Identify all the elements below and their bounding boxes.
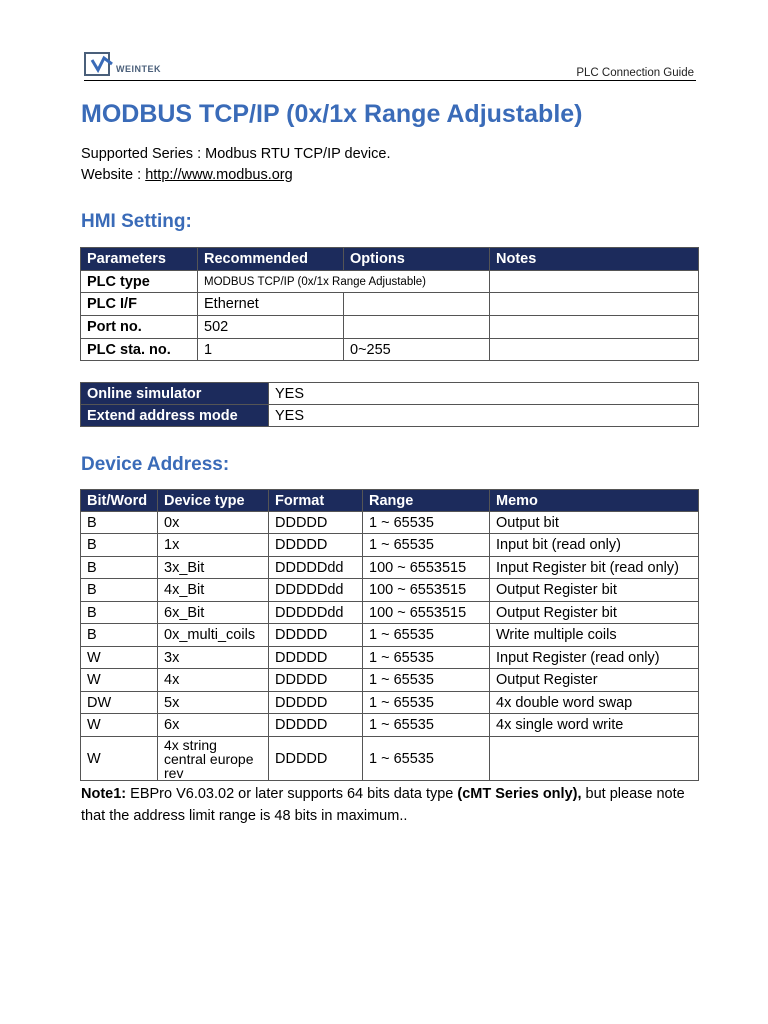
table-cell: DDDDD: [269, 692, 363, 714]
table-cell: DDDDD: [269, 512, 363, 534]
table-row: [81, 405, 699, 427]
table-cell: DDDDDdd: [269, 602, 363, 624]
weintek-logo: [84, 52, 161, 78]
device-header-cell: Range: [363, 490, 490, 512]
table-cell: 1 ~ 65535: [363, 692, 490, 714]
table-row: [81, 579, 699, 602]
page-header: [84, 52, 696, 82]
table-cell: 1 ~ 65535: [363, 669, 490, 692]
table-cell: 6x: [158, 714, 269, 737]
table-cell: Online simulator: [81, 383, 269, 405]
table-cell: 100 ~ 6553515: [363, 602, 490, 624]
table-row: [81, 647, 699, 669]
table-cell: 502: [198, 316, 344, 339]
device-heading: Device Address:: [81, 454, 230, 475]
table-cell: PLC type: [81, 271, 198, 293]
table-cell: DDDDDdd: [269, 579, 363, 602]
table-cell: B: [81, 512, 158, 534]
table-row: [81, 271, 699, 293]
table-cell: W: [81, 647, 158, 669]
table-cell: W: [81, 737, 158, 781]
note-text-end: but please note that the address limit range is 48 bits in maximum..: [81, 786, 685, 824]
table-cell: Extend address mode: [81, 405, 269, 427]
note-label: Note1:: [81, 786, 127, 802]
table-cell: 1 ~ 65535: [363, 512, 490, 534]
table-cell: B: [81, 602, 158, 624]
table-cell: 1x: [158, 534, 269, 557]
table-row: [81, 293, 699, 316]
table-cell: 1 ~ 65535: [363, 714, 490, 737]
table-cell: Write multiple coils: [490, 624, 699, 647]
table-cell: Output Register bit: [490, 602, 699, 624]
header-divider: [84, 80, 696, 81]
table-cell: Output bit: [490, 512, 699, 534]
table-cell: 1: [198, 339, 344, 361]
table-cell: 4x: [158, 669, 269, 692]
table-cell: Input Register bit (read only): [490, 557, 699, 579]
table-cell: Ethernet: [198, 293, 344, 316]
table-cell: B: [81, 534, 158, 557]
hmi-header-cell: Notes: [490, 248, 699, 271]
table-row: [81, 383, 699, 405]
table-cell: 0x_multi_coils: [158, 624, 269, 647]
note-text: EBPro V6.03.02 or later supports 64 bits data type: [126, 786, 458, 802]
note-emphasis: (cMT Series only),: [457, 786, 582, 802]
table-cell: DDDDD: [269, 669, 363, 692]
table-cell: [490, 293, 699, 316]
table-row: [81, 339, 699, 361]
table-cell: Port no.: [81, 316, 198, 339]
table-cell: YES: [269, 405, 699, 427]
supported-series: Supported Series : Modbus RTU TCP/IP device.: [81, 146, 391, 162]
table-cell: W: [81, 714, 158, 737]
hmi-header-cell: Options: [344, 248, 490, 271]
table-cell: DDDDD: [269, 624, 363, 647]
table-cell: 100 ~ 6553515: [363, 579, 490, 602]
table-cell: 0x: [158, 512, 269, 534]
website-label: Website :: [81, 167, 146, 183]
table-cell: YES: [269, 383, 699, 405]
table-cell: 3x: [158, 647, 269, 669]
table-cell: [490, 737, 699, 781]
table-cell: PLC sta. no.: [81, 339, 198, 361]
device-header-cell: Device type: [158, 490, 269, 512]
table-row: [81, 534, 699, 557]
device-header-cell: Bit/Word: [81, 490, 158, 512]
page-title: MODBUS TCP/IP (0x/1x Range Adjustable): [81, 100, 583, 128]
table-row: [81, 512, 699, 534]
table-cell: B: [81, 624, 158, 647]
hmi-setting-table: [80, 247, 699, 361]
logo-text: WEINTEK: [116, 64, 161, 74]
table-row: [81, 692, 699, 714]
table-cell: PLC I/F: [81, 293, 198, 316]
table-cell: 0~255: [344, 339, 490, 361]
device-header-cell: Memo: [490, 490, 699, 512]
device-header-cell: Format: [269, 490, 363, 512]
hmi-heading: HMI Setting:: [81, 211, 192, 232]
table-row: [81, 737, 699, 781]
table-cell: 1 ~ 65535: [363, 534, 490, 557]
table-cell: 100 ~ 6553515: [363, 557, 490, 579]
table-cell: 1 ~ 65535: [363, 647, 490, 669]
table-cell: [490, 316, 699, 339]
simulator-table: [80, 382, 699, 427]
table-cell: 4x double word swap: [490, 692, 699, 714]
table-cell: 1 ~ 65535: [363, 737, 490, 781]
note-paragraph: [81, 783, 701, 827]
website-link[interactable]: http://www.modbus.org: [145, 167, 293, 183]
device-header-row: [81, 490, 699, 512]
table-cell: 4x string central europe rev: [158, 737, 269, 781]
hmi-header-cell: Recommended: [198, 248, 344, 271]
table-cell: Input Register (read only): [490, 647, 699, 669]
table-cell: DDDDD: [269, 714, 363, 737]
hmi-header-row: [81, 248, 699, 271]
table-cell: [344, 293, 490, 316]
table-cell: Output Register: [490, 669, 699, 692]
table-cell: [490, 339, 699, 361]
website-line: [81, 167, 293, 183]
table-cell: Input bit (read only): [490, 534, 699, 557]
table-row: [81, 669, 699, 692]
table-row: [81, 602, 699, 624]
table-cell: DDDDD: [269, 647, 363, 669]
table-row: [81, 714, 699, 737]
table-cell: B: [81, 557, 158, 579]
table-cell: W: [81, 669, 158, 692]
table-cell: [490, 271, 699, 293]
table-cell: [344, 316, 490, 339]
table-cell: 6x_Bit: [158, 602, 269, 624]
logo-icon: [84, 52, 114, 78]
table-row: [81, 316, 699, 339]
table-cell: DW: [81, 692, 158, 714]
table-cell: 1 ~ 65535: [363, 624, 490, 647]
table-row: [81, 624, 699, 647]
hmi-header-cell: Parameters: [81, 248, 198, 271]
table-cell: DDDDD: [269, 534, 363, 557]
table-cell: B: [81, 579, 158, 602]
table-cell: 5x: [158, 692, 269, 714]
table-cell: 3x_Bit: [158, 557, 269, 579]
guide-title: PLC Connection Guide: [576, 67, 694, 79]
device-address-table: [80, 489, 699, 781]
table-cell: Output Register bit: [490, 579, 699, 602]
table-cell: 4x single word write: [490, 714, 699, 737]
table-cell: MODBUS TCP/IP (0x/1x Range Adjustable): [198, 271, 490, 293]
table-cell: DDDDD: [269, 737, 363, 781]
table-row: [81, 557, 699, 579]
table-cell: DDDDDdd: [269, 557, 363, 579]
table-cell: 4x_Bit: [158, 579, 269, 602]
